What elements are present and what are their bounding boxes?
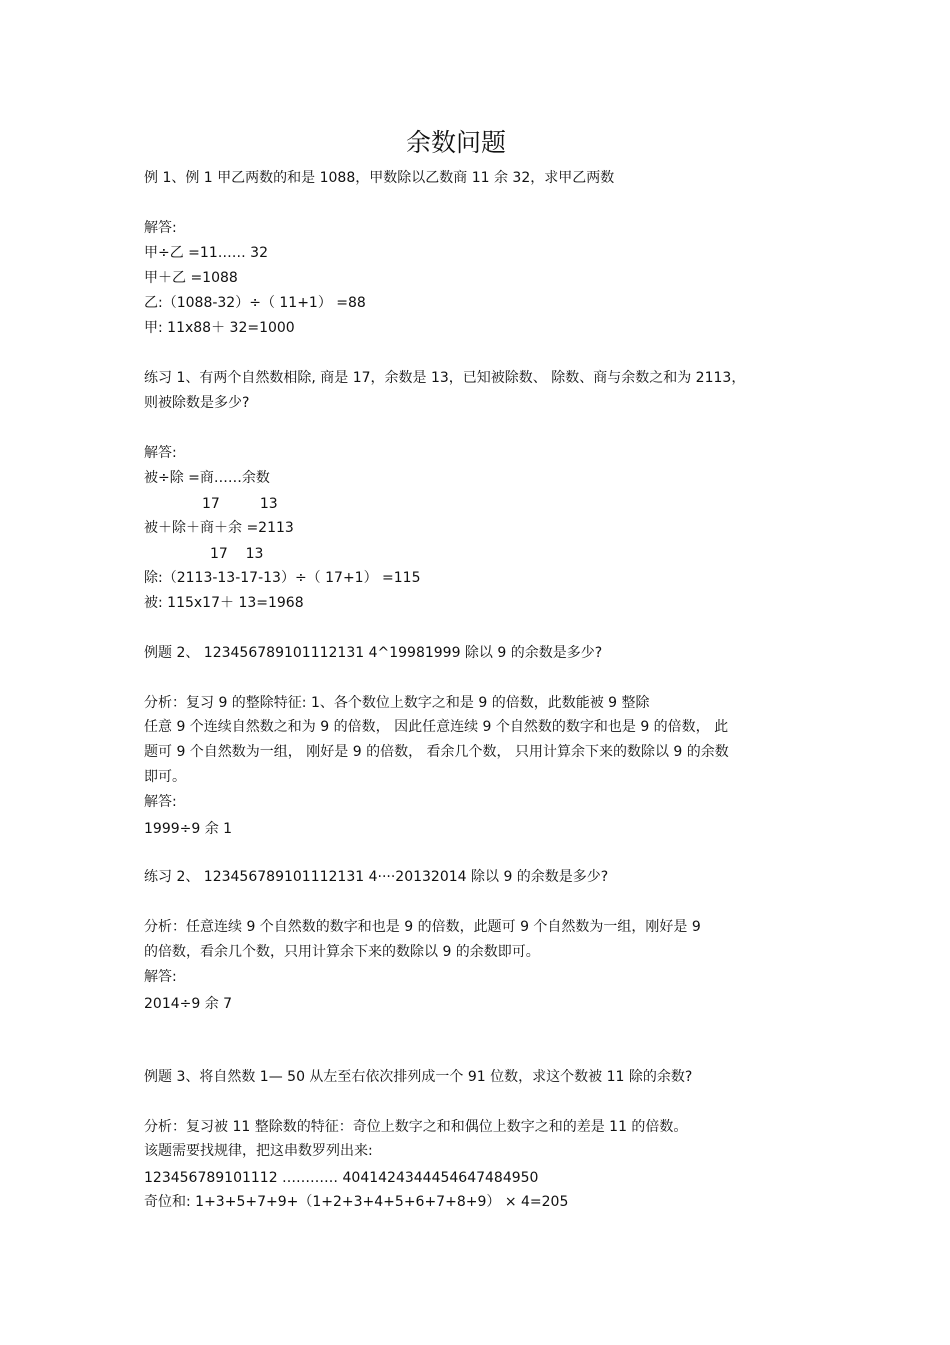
text-line: 甲＋乙 =1088 [144,270,238,286]
text-line: 分析：任意连续 9 个自然数的数字和也是 9 的倍数，此题可 9 个自然数为一组，刚好是 9 [144,919,701,935]
text-line: 奇位和: 1+3+5+7+9+（1+2+3+4+5+6+7+8+9） × 4=205 [144,1194,569,1210]
text-line: 17 13 [202,496,278,512]
document-title: 余数问题 [405,128,506,157]
text-line: 题可 9 个自然数为一组， 刚好是 9 的倍数， 看余几个数， 只用计算余下来的数除以 9 的余数 [144,744,729,760]
text-line: 分析：复习被 11 整除数的特征：奇位上数字之和和偶位上数字之和的差是 11 的倍数。 [144,1119,688,1135]
text-line: 解答: [144,445,177,461]
text-line: 被＋除＋商＋余 =2113 [144,520,294,536]
text-line: 分析：复习 9 的整除特征: 1、各个数位上数字之和是 9 的倍数，此数能被 9 整除 [144,695,650,711]
text-line: 即可。 [144,769,186,785]
text-line: 17 13 [210,546,264,562]
text-line: 例 1、例 1 甲乙两数的和是 1088，甲数除以乙数商 11 余 32，求甲乙两数 [144,170,615,186]
text-line: 的倍数，看余几个数，只用计算余下来的数除以 9 的余数即可。 [144,944,540,960]
text-line: 1999÷9 余 1 [144,821,233,837]
text-line: 2014÷9 余 7 [144,996,233,1012]
text-line: 除:（2113-13-17-13）÷（ 17+1） =115 [144,570,421,586]
text-line: 例题 2、 123456789101112131 4^19981999 除以 9 的余数是多少? [144,645,603,661]
text-line: 例题 3、将自然数 1— 50 从左至右依次排列成一个 91 位数，求这个数被 11 除的余数? [144,1069,693,1085]
text-line: 任意 9 个连续自然数之和为 9 的倍数， 因此任意连续 9 个自然数的数字和也是 9 的倍数， 此 [144,719,729,735]
text-line: 解答: [144,794,177,810]
text-line: 练习 1、有两个自然数相除, 商是 17，余数是 13，已知被除数、 除数、商与余数之和为 2113， [144,370,746,386]
text-line: 该题需要找规律，把这串数罗列出来: [144,1143,373,1159]
text-line: 甲: 11x88＋ 32=1000 [144,320,295,336]
text-line: 解答: [144,220,177,236]
text-line: 练习 2、 123456789101112131 4····20132014 除以 9 的余数是多少? [144,869,609,885]
text-line: 123456789101112 ………… 4041424344454647484950 [144,1170,539,1186]
text-line: 被: 115x17＋ 13=1968 [144,595,304,611]
text-line: 解答: [144,969,177,985]
text-line: 甲÷乙 =11…… 32 [144,245,268,261]
text-line: 则被除数是多少? [144,395,250,411]
text-line: 乙:（1088-32）÷（ 11+1） =88 [144,295,366,311]
text-line: 被÷除 =商……余数 [144,470,270,486]
